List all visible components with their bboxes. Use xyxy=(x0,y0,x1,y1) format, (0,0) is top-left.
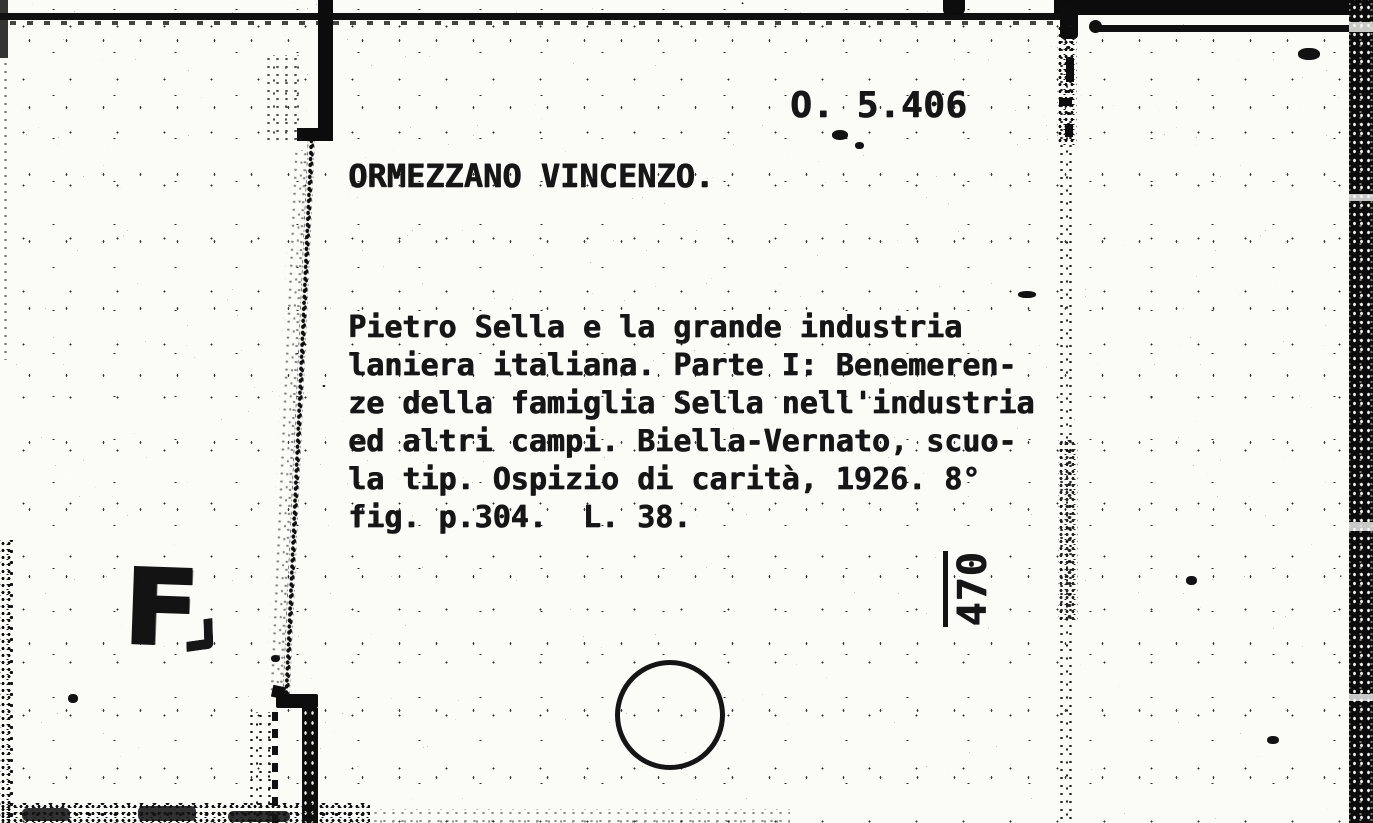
scan-artifact-left-edge-bottom xyxy=(0,540,13,823)
body-line: Pietro Sella e la grande industria xyxy=(348,310,963,345)
scan-artifact-top-nub xyxy=(943,0,965,15)
rotated-shelf-number xyxy=(944,544,994,634)
scan-artifact-bottom-lump xyxy=(22,808,70,821)
scan-artifact-bottom-lump xyxy=(228,811,290,822)
body-line: ze della famiglia Sella nell'industria xyxy=(348,386,1035,421)
scan-artifact-top-border-echo xyxy=(10,21,1058,25)
rotated-shelf-number-value: 470 xyxy=(943,551,996,626)
scan-artifact-left-fold-bar xyxy=(318,0,333,141)
dust-speck xyxy=(855,142,864,149)
dust-speck xyxy=(271,655,280,662)
title-paragraph xyxy=(348,233,1108,535)
scan-artifact-bar-gap xyxy=(1349,522,1373,531)
scan-artifact-top-right-bar xyxy=(1054,0,1373,15)
body-line: laniera italiana. Parte I: Benemeren- xyxy=(348,348,1017,383)
scan-artifact-left-edge-top xyxy=(0,0,8,58)
hole-punch-circle xyxy=(615,660,725,770)
scan-artifact-left-edge-mid xyxy=(0,60,7,360)
body-line: ed altri campi. Biella-Vernato, scuo- xyxy=(348,424,1017,459)
scan-artifact-edge-blob xyxy=(1059,98,1072,106)
scan-artifact-edge-blob xyxy=(1062,28,1073,37)
scan-artifact-top-border xyxy=(0,13,1070,20)
scan-artifact-bar-gap xyxy=(1349,694,1373,701)
dust-speck xyxy=(1267,736,1279,744)
scan-artifact-bar-gap xyxy=(1349,194,1373,201)
scan-artifact-bottom-lump xyxy=(138,806,196,821)
scan-artifact-bottom-fold-tip xyxy=(271,685,286,699)
scan-artifact-edge-blob xyxy=(1065,124,1073,137)
dust-speck xyxy=(1186,576,1197,585)
dust-speck xyxy=(832,130,848,140)
scan-artifact-fold-halo xyxy=(263,55,299,143)
scan-artifact-line-blob xyxy=(1089,20,1102,33)
body-line: la tip. Ospizio di carità, 1926. 8° xyxy=(348,462,981,497)
scan-artifact-bar-gap xyxy=(1349,22,1373,32)
author-heading: ORMEZZANO VINCENZO. xyxy=(348,157,715,195)
handwritten-hook-stroke xyxy=(186,618,214,652)
scan-artifact-second-top-line xyxy=(1096,25,1362,32)
handwritten-letter-mark: F xyxy=(121,545,202,671)
body-line: fig. p.304. L. 38. xyxy=(348,500,692,535)
dust-speck xyxy=(1298,48,1320,60)
call-number: O. 5.406 xyxy=(790,85,968,126)
scan-artifact-edge-blob xyxy=(1066,58,1074,82)
dust-speck xyxy=(68,694,78,703)
scan-artifact-bottom-band-faint xyxy=(370,809,790,823)
